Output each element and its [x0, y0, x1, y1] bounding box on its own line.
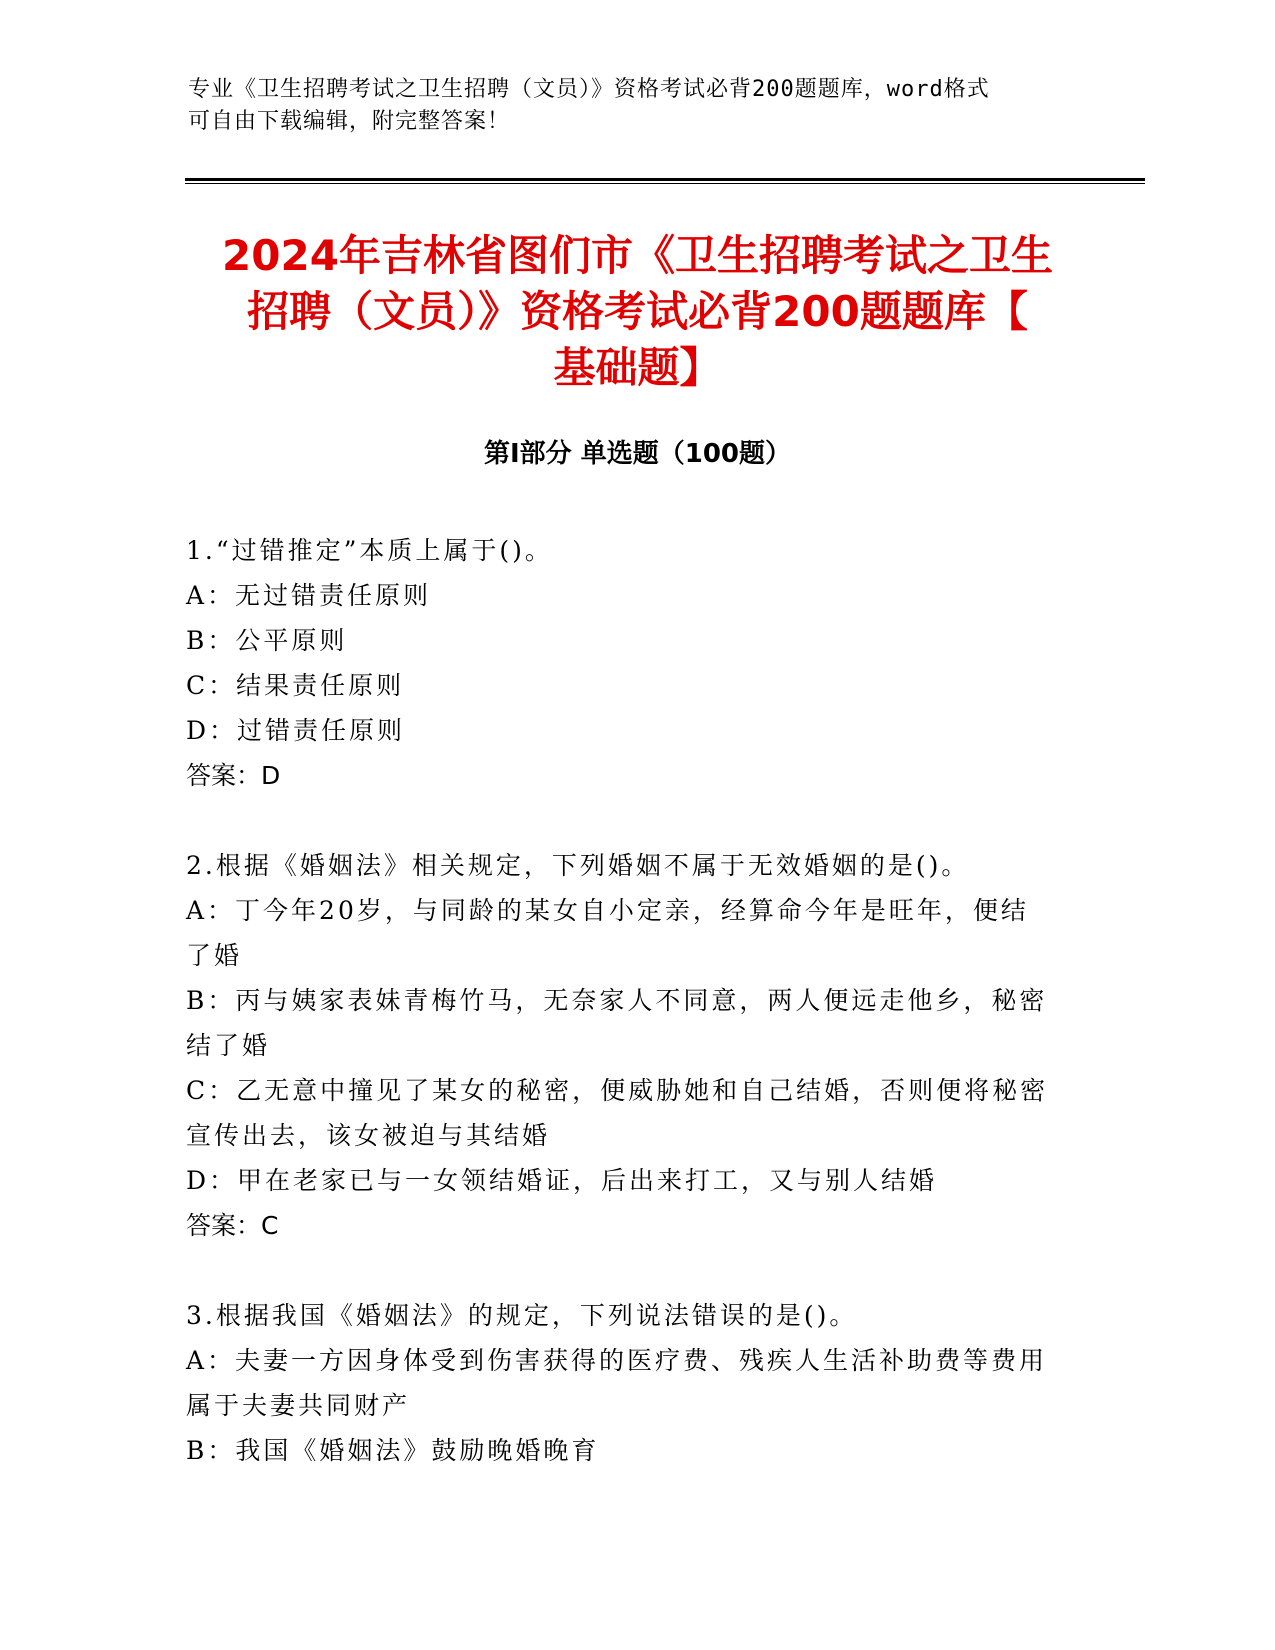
- question-stem: 3.根据我国《婚姻法》的规定，下列说法错误的是()。: [186, 1301, 858, 1330]
- header-divider-thick: [185, 178, 1145, 181]
- question-option: B：我国《婚姻法》鼓励晚婚晚育: [186, 1436, 600, 1465]
- question-item: [186, 1293, 1086, 1473]
- question-option: A：夫妻一方因身体受到伤害获得的医疗费、残疾人生活补助费等费用: [186, 1346, 1048, 1375]
- question-option: C：结果责任原则: [186, 671, 405, 700]
- question-option: C：乙无意中撞见了某女的秘密，便威胁她和自己结婚，否则便将秘密: [186, 1076, 1049, 1105]
- question-option: B：丙与姨家表妹青梅竹马，无奈家人不同意，两人便远走他乡，秘密: [186, 986, 1048, 1015]
- title-line: 招聘（文员）》资格考试必背200题题库【: [247, 287, 1028, 336]
- question-option: 了婚: [186, 941, 243, 970]
- header-note-line: 可自由下载编辑，附完整答案！: [188, 109, 511, 134]
- title-line: 基础题】: [553, 343, 722, 392]
- document-title: [150, 228, 1125, 396]
- header-note: [188, 74, 1088, 138]
- question-item: [186, 843, 1086, 1248]
- question-stem: 2.根据《婚姻法》相关规定，下列婚姻不属于无效婚姻的是()。: [186, 851, 970, 880]
- header-note-line: 专业《卫生招聘考试之卫生招聘（文员）》资格考试必背200题题库，word格式: [188, 77, 990, 102]
- question-option: 宣传出去，该女被迫与其结婚: [186, 1121, 551, 1150]
- question-option: B：公平原则: [186, 626, 348, 655]
- question-item: [186, 528, 1086, 798]
- question-option: A：丁今年20岁，与同龄的某女自小定亲，经算命今年是旺年，便结: [186, 896, 1029, 925]
- question-option: A：无过错责任原则: [186, 581, 432, 610]
- question-option: 属于夫妻共同财产: [186, 1391, 411, 1420]
- question-option: D：甲在老家已与一女领结婚证，后出来打工，又与别人结婚: [186, 1166, 938, 1195]
- question-option: 结了婚: [186, 1031, 271, 1060]
- title-line: 2024年吉林省图们市《卫生招聘考试之卫生: [222, 231, 1053, 280]
- question-answer: 答案：D: [186, 761, 281, 790]
- question-answer: 答案：C: [186, 1211, 279, 1240]
- question-list: [186, 528, 1086, 1518]
- section-title: 第Ⅰ部分 单选题（100题）: [484, 439, 791, 469]
- question-stem: 1.“过错推定”本质上属于()。: [186, 536, 553, 565]
- question-option: D：过错责任原则: [186, 716, 406, 745]
- header-divider-thin: [185, 183, 1145, 184]
